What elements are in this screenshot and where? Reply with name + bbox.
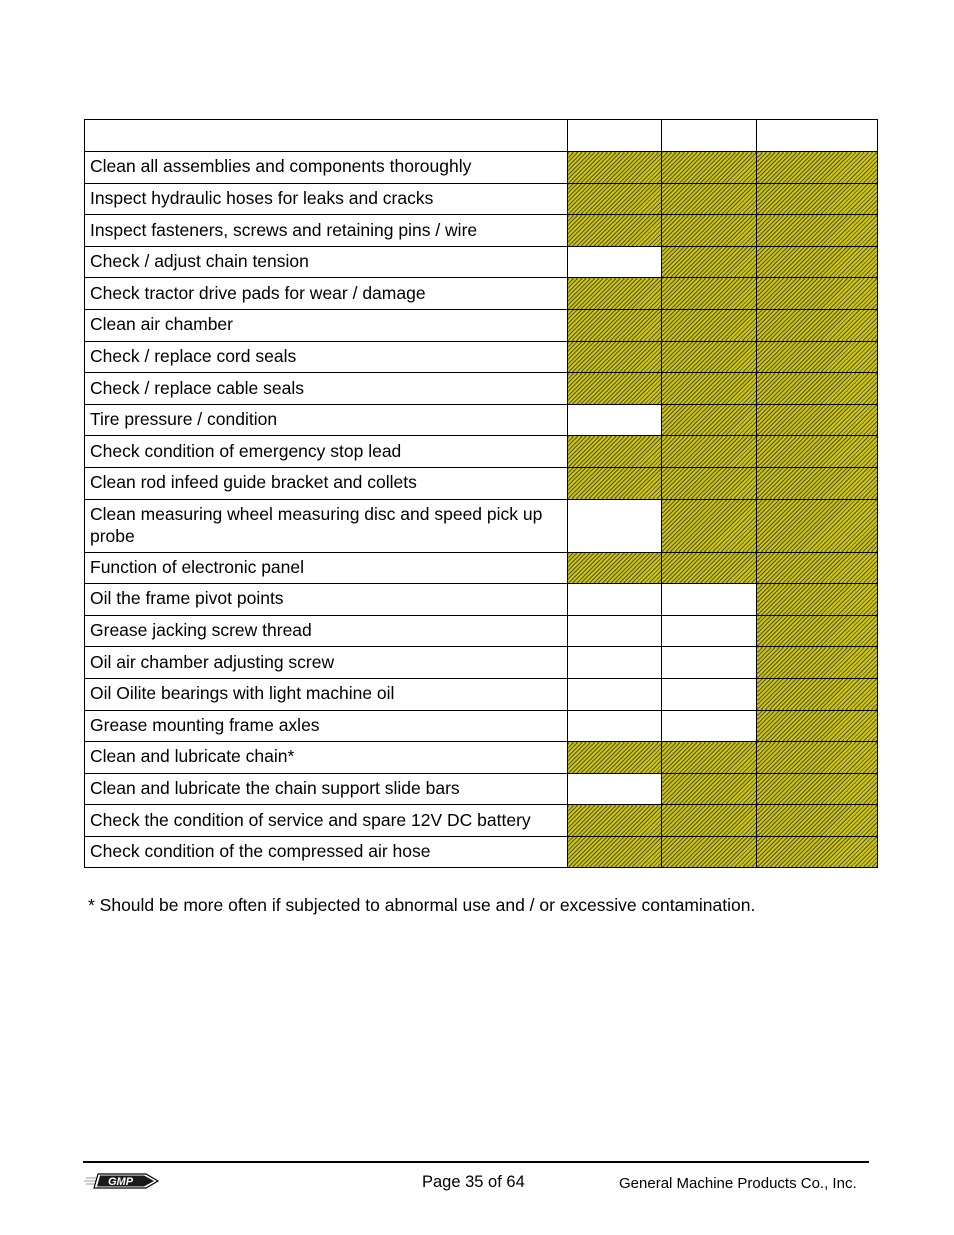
schedule-cell-shaded	[757, 584, 878, 616]
schedule-cell-shaded	[757, 183, 878, 215]
task-cell: Clean measuring wheel measuring disc and speed pick up probe	[85, 499, 568, 552]
schedule-cell-shaded	[757, 278, 878, 310]
table-row	[85, 647, 878, 679]
table-row	[85, 341, 878, 373]
task-cell: Check / replace cord seals	[85, 341, 568, 373]
schedule-cell-shaded	[662, 499, 757, 552]
svg-text:GMP: GMP	[108, 1176, 134, 1188]
company-name: General Machine Products Co., Inc.	[619, 1175, 857, 1192]
task-cell: Grease jacking screw thread	[85, 615, 568, 647]
schedule-cell-shaded	[662, 309, 757, 341]
schedule-cell-empty	[568, 584, 662, 616]
schedule-cell-shaded	[662, 215, 757, 247]
schedule-cell-empty	[662, 584, 757, 616]
table-row	[85, 183, 878, 215]
task-cell: Check / replace cable seals	[85, 373, 568, 405]
task-cell: Oil the frame pivot points	[85, 584, 568, 616]
schedule-cell-shaded	[757, 742, 878, 774]
schedule-cell-shaded	[757, 246, 878, 278]
schedule-cell-shaded	[662, 404, 757, 436]
schedule-cell-shaded	[757, 309, 878, 341]
schedule-cell-shaded	[662, 467, 757, 499]
schedule-cell-shaded	[757, 215, 878, 247]
gmp-logo-icon	[84, 1168, 160, 1194]
table-row	[85, 773, 878, 805]
table-row	[85, 309, 878, 341]
schedule-cell-shaded	[662, 742, 757, 774]
schedule-cell-shaded	[757, 404, 878, 436]
page-number: Page 35 of 64	[422, 1173, 525, 1191]
schedule-cell-shaded	[568, 805, 662, 837]
schedule-cell-shaded	[757, 615, 878, 647]
table-body	[85, 120, 878, 868]
schedule-cell-empty	[662, 647, 757, 679]
schedule-cell-shaded	[568, 278, 662, 310]
table-row	[85, 615, 878, 647]
task-cell: Check condition of emergency stop lead	[85, 436, 568, 468]
task-cell: Check condition of the compressed air hose	[85, 836, 568, 868]
table-row	[85, 552, 878, 584]
table-row	[85, 373, 878, 405]
task-cell: Check / adjust chain tension	[85, 246, 568, 278]
header-cell-interval-3	[757, 120, 878, 152]
schedule-cell-shaded	[757, 152, 878, 184]
task-cell: Clean air chamber	[85, 309, 568, 341]
schedule-cell-shaded	[757, 467, 878, 499]
header-cell-interval-2	[662, 120, 757, 152]
schedule-cell-empty	[568, 404, 662, 436]
schedule-cell-shaded	[757, 678, 878, 710]
task-cell: Clean and lubricate chain*	[85, 742, 568, 774]
schedule-cell-shaded	[757, 552, 878, 584]
schedule-cell-shaded	[568, 341, 662, 373]
schedule-cell-empty	[568, 773, 662, 805]
task-cell: Check the condition of service and spare 12V DC battery	[85, 805, 568, 837]
schedule-cell-shaded	[662, 246, 757, 278]
schedule-cell-empty	[568, 246, 662, 278]
table-row	[85, 584, 878, 616]
schedule-cell-shaded	[568, 152, 662, 184]
header-cell-interval-1	[568, 120, 662, 152]
schedule-cell-shaded	[662, 373, 757, 405]
schedule-cell-shaded	[662, 836, 757, 868]
table-row	[85, 246, 878, 278]
table-row	[85, 436, 878, 468]
table-row	[85, 467, 878, 499]
schedule-cell-shaded	[568, 552, 662, 584]
table-row	[85, 742, 878, 774]
schedule-cell-empty	[568, 678, 662, 710]
table-row	[85, 836, 878, 868]
schedule-cell-empty	[568, 499, 662, 552]
maintenance-schedule-table	[84, 119, 878, 868]
footer-divider	[83, 1161, 869, 1163]
table-row	[85, 215, 878, 247]
schedule-cell-shaded	[757, 710, 878, 742]
schedule-cell-shaded	[757, 436, 878, 468]
header-cell-task	[85, 120, 568, 152]
task-cell: Inspect fasteners, screws and retaining pins / wire	[85, 215, 568, 247]
schedule-cell-empty	[568, 615, 662, 647]
task-cell: Function of electronic panel	[85, 552, 568, 584]
table-row	[85, 404, 878, 436]
table-row	[85, 152, 878, 184]
schedule-cell-shaded	[662, 773, 757, 805]
schedule-cell-shaded	[568, 215, 662, 247]
schedule-cell-shaded	[757, 373, 878, 405]
schedule-cell-shaded	[662, 805, 757, 837]
task-cell: Inspect hydraulic hoses for leaks and cracks	[85, 183, 568, 215]
schedule-cell-shaded	[662, 183, 757, 215]
task-cell: Oil air chamber adjusting screw	[85, 647, 568, 679]
task-cell: Oil Oilite bearings with light machine oil	[85, 678, 568, 710]
schedule-cell-shaded	[568, 742, 662, 774]
task-cell: Tire pressure / condition	[85, 404, 568, 436]
schedule-cell-shaded	[757, 499, 878, 552]
schedule-cell-shaded	[757, 341, 878, 373]
schedule-cell-shaded	[568, 183, 662, 215]
table-row	[85, 710, 878, 742]
schedule-cell-shaded	[568, 373, 662, 405]
task-cell: Clean all assemblies and components thoroughly	[85, 152, 568, 184]
table-row	[85, 805, 878, 837]
task-cell: Clean and lubricate the chain support slide bars	[85, 773, 568, 805]
table-row	[85, 278, 878, 310]
table-row	[85, 678, 878, 710]
schedule-cell-empty	[568, 710, 662, 742]
schedule-cell-shaded	[757, 805, 878, 837]
schedule-cell-shaded	[568, 436, 662, 468]
schedule-cell-shaded	[662, 436, 757, 468]
schedule-cell-shaded	[757, 836, 878, 868]
table-header-row	[85, 120, 878, 152]
schedule-cell-shaded	[662, 278, 757, 310]
footnote: * Should be more often if subjected to abnormal use and / or excessive contamination.	[88, 895, 756, 915]
schedule-cell-empty	[568, 647, 662, 679]
schedule-cell-empty	[662, 710, 757, 742]
schedule-cell-shaded	[757, 647, 878, 679]
task-cell: Grease mounting frame axles	[85, 710, 568, 742]
schedule-cell-shaded	[662, 552, 757, 584]
schedule-cell-shaded	[568, 467, 662, 499]
task-cell: Clean rod infeed guide bracket and collets	[85, 467, 568, 499]
table-row	[85, 499, 878, 552]
schedule-cell-empty	[662, 615, 757, 647]
schedule-cell-empty	[662, 678, 757, 710]
schedule-cell-shaded	[568, 309, 662, 341]
schedule-cell-shaded	[757, 773, 878, 805]
schedule-cell-shaded	[662, 152, 757, 184]
schedule-cell-shaded	[568, 836, 662, 868]
task-cell: Check tractor drive pads for wear / damage	[85, 278, 568, 310]
schedule-cell-shaded	[662, 341, 757, 373]
